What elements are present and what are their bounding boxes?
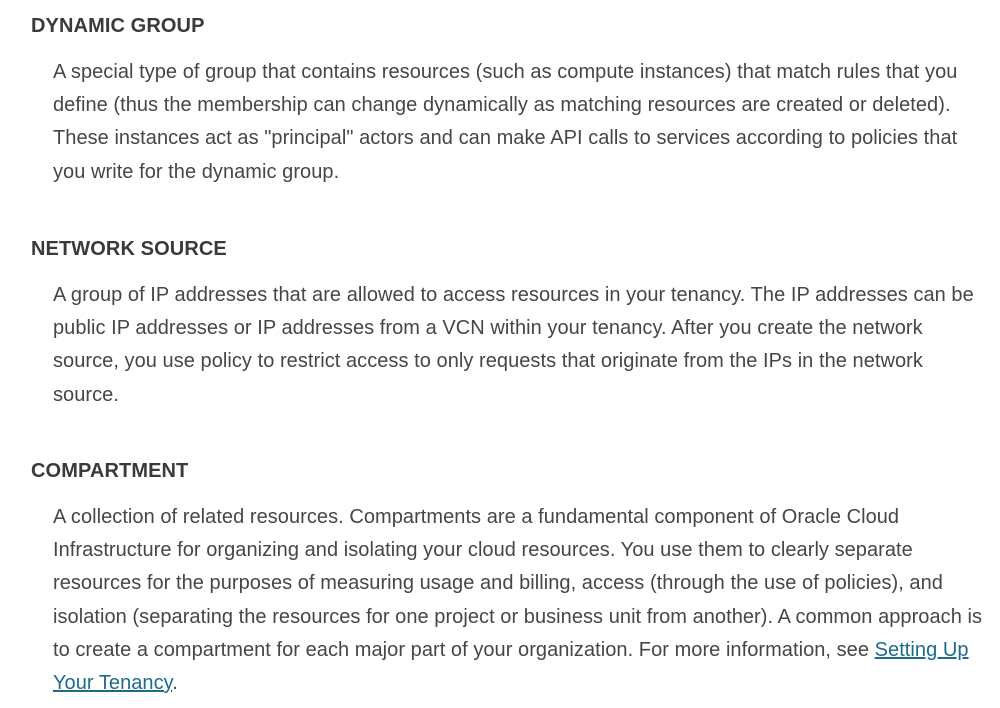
definition-compartment <box>53 501 983 700</box>
definition-dynamic-group: A special type of group that contains resources (such as compute instances) that match rules that you define (thus the membership can change dynamically as matching resources are created or deleted). These instances act as "principal" actors and can make API calls to services according to policies that you write for the dynamic group. <box>53 61 958 183</box>
definition-network-source: A group of IP addresses that are allowed to access resources in your tenancy. The IP addresses can be public IP addresses or IP addresses from a VCN within your tenancy. After you create the network source, you use policy to restrict access to only requests that originate from the IPs in the network source. <box>53 284 974 406</box>
term-compartment: COMPARTMENT <box>31 460 189 482</box>
setting-up-tenancy-link[interactable]: Setting Up Your Tenancy <box>53 638 969 695</box>
definition-compartment-end: . <box>172 672 178 695</box>
term-dynamic-group: DYNAMIC GROUP <box>31 15 205 37</box>
definition-compartment-text: A collection of related resources. Compartments are a fundamental component of Oracle Cloud Infrastructure for organizing and isolating your cloud resources. You use them to clearly separate resources for the purposes of measuring usage and billing, access (through the use of policies), and isolation (separating the resources for one project or business unit from another). A common approach is to create a compartment for each major part of your organization. For more information, see <box>53 506 983 661</box>
term-network-source: NETWORK SOURCE <box>31 238 227 260</box>
